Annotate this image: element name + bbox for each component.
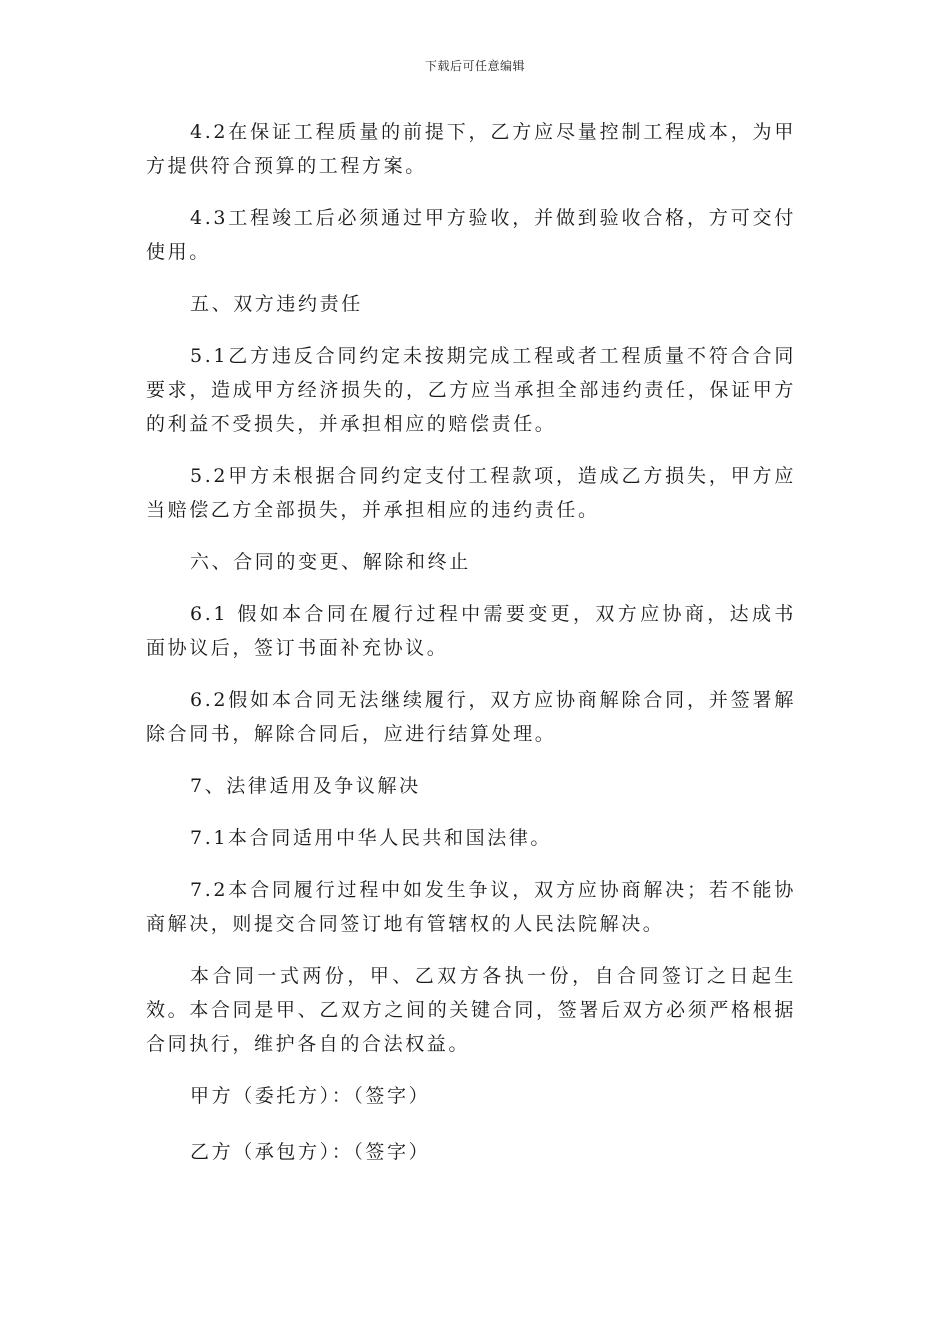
- party-a-signature: 甲方（委托方）：（签字）: [190, 1085, 431, 1107]
- clause-4-3: 4.3工程竣工后必须通过甲方验收，并做到验收合格，方可交付使用。: [146, 207, 796, 263]
- page-header-note: 下载后可任意编辑: [424, 59, 525, 73]
- clause-4-2: 4.2在保证工程质量的前提下，乙方应尽量控制工程成本，为甲方提供符合预算的工程方案。: [146, 121, 796, 177]
- clause-6-2: 6.2假如本合同无法继续履行，双方应协商解除合同，并签署解除合同书，解除合同后，应进行结算处理。: [146, 689, 796, 745]
- section-6-heading: 六、合同的变更、解除和终止: [190, 551, 471, 573]
- clause-5-2: 5.2甲方未根据合同约定支付工程款项，造成乙方损失，甲方应当赔偿乙方全部损失，并承担相应的违约责任。: [146, 465, 796, 521]
- section-5-heading: 五、双方违约责任: [190, 293, 363, 315]
- closing-paragraph: 本合同一式两份，甲、乙双方各执一份，自合同签订之日起生效。本合同是甲、乙双方之间的关键合同，签署后双方必须严格根据合同执行，维护各自的合法权益。: [146, 965, 796, 1055]
- section-7-heading: 7、法律适用及争议解决: [190, 775, 421, 797]
- contract-body: [146, 115, 796, 1191]
- clause-7-2: 7.2本合同履行过程中如发生争议，双方应协商解决；若不能协商解决，则提交合同签订地有管辖权的人民法院解决。: [146, 879, 796, 935]
- clause-5-1: 5.1乙方违反合同约定未按期完成工程或者工程质量不符合合同要求，造成甲方经济损失的，乙方应当承担全部违约责任，保证甲方的利益不受损失，并承担相应的赔偿责任。: [146, 345, 796, 435]
- clause-7-1: 7.1本合同适用中华人民共和国法律。: [190, 827, 553, 849]
- party-b-signature: 乙方（承包方）：（签字）: [190, 1141, 431, 1163]
- clause-6-1: 6.1 假如本合同在履行过程中需要变更，双方应协商，达成书面协议后，签订书面补充协议。: [146, 603, 796, 659]
